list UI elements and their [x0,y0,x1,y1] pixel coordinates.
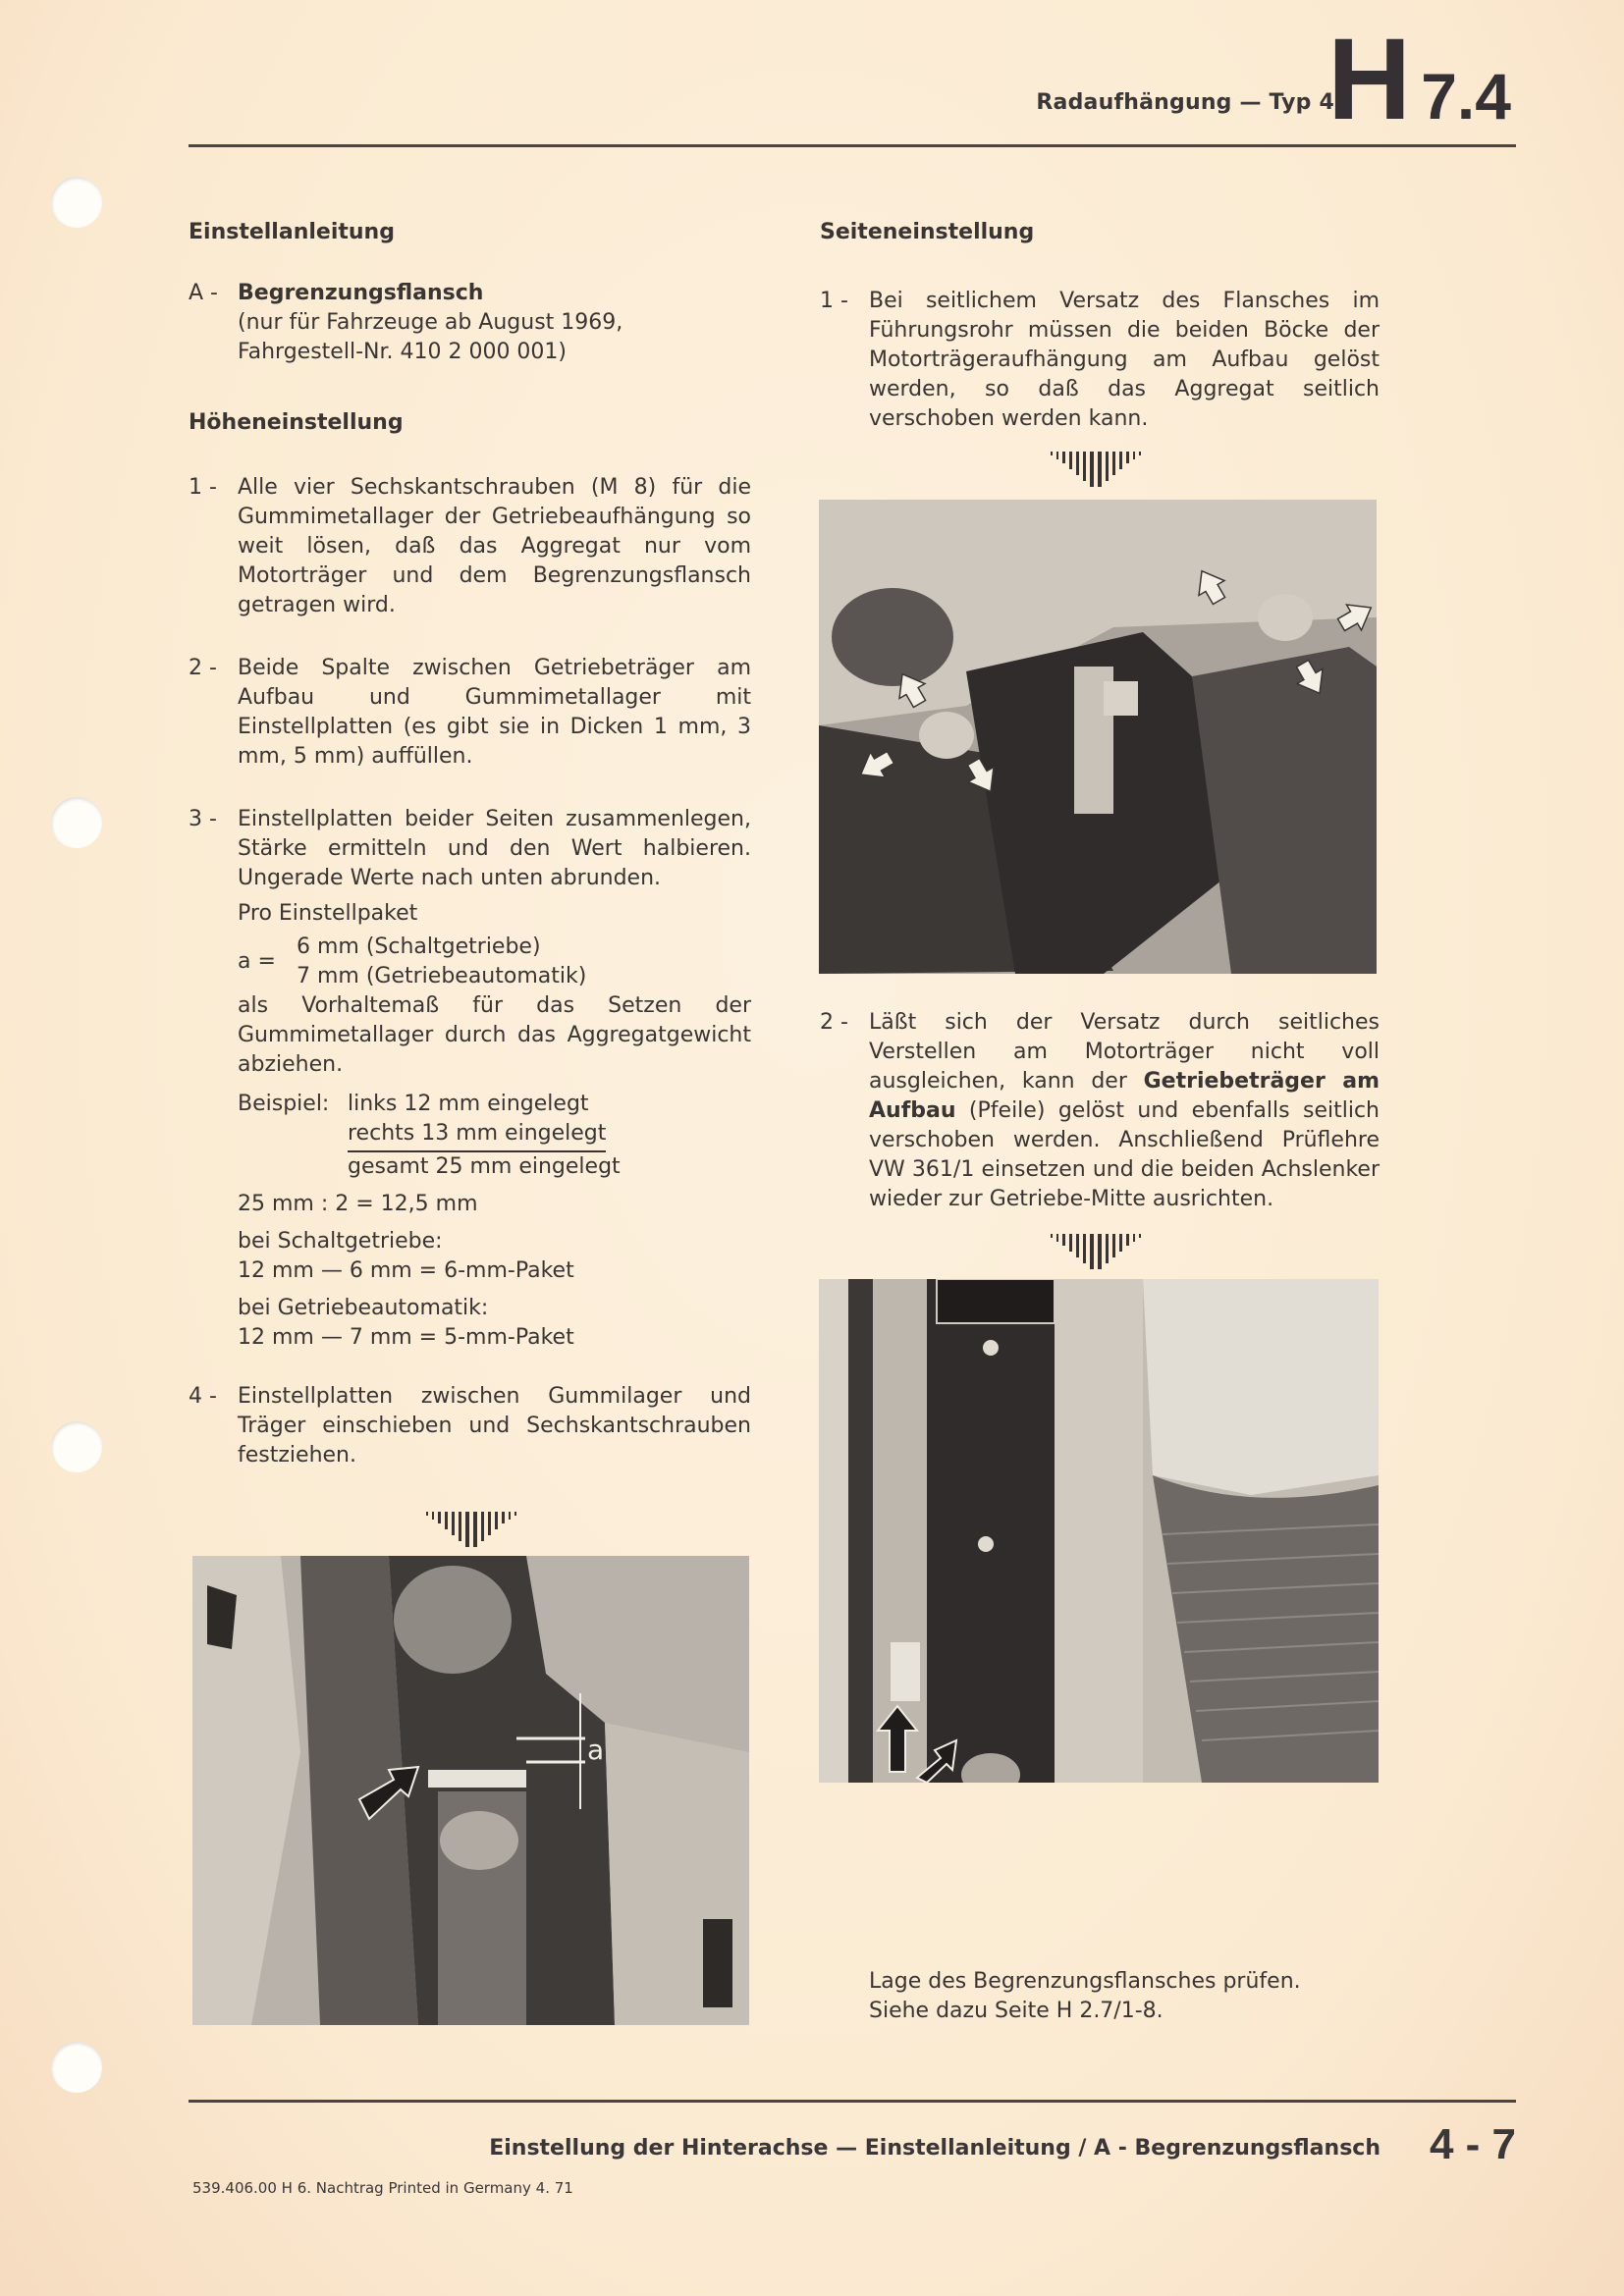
right-step-2 [820,1008,1380,1214]
step-text-bold: Getriebeträger am Aufbau [869,1069,1380,1123]
section-code [1327,15,1511,144]
step-number: 3 - [189,807,217,831]
step-item [189,1382,751,1470]
punch-hole [51,1421,102,1472]
section-a [189,279,751,367]
section-a-prefix: A - [189,281,218,305]
step-text: Einstellplatten beider Seiten zusammenlegen, Stärke ermitteln und den Wert halbieren. Ungerade Werte nach unten abrunden. [238,807,751,890]
step-item [820,1008,1380,1214]
punch-hole [51,797,102,848]
subheading-hoehe: Höheneinstellung [189,410,404,435]
beispiel-label: Beispiel: [238,1092,330,1116]
step-text: Alle vier Sechskantschrauben (M 8) für die Gummimetallager der Getriebeaufhängung so weit lösen, daß das Aggregat nur vom Motorträger und dem Begrenzungsflansch getragen wird. [238,475,751,617]
pointer-mark-icon [1045,450,1148,495]
photo-caption [869,1967,1301,2026]
section-a-note-2: Fahrgestell-Nr. 410 2 000 001) [238,340,568,364]
header-rule [189,144,1516,147]
print-info: 539.406.00 H 6. Nachtrag Printed in Germany 4. 71 [192,2179,573,2197]
footer-rule [189,2100,1516,2103]
photo-engine-carrier-mount [819,500,1377,974]
pointer-mark-icon [420,1510,523,1555]
a-label: a = [238,949,276,974]
schalt-label: bei Schaltgetriebe: [238,1229,443,1254]
page-number: 4 - 7 [1429,2120,1516,2168]
step-text-part: (Pfeile) gelöst und ebenfalls seitlich verschoben werden. Anschließend Prüflehre VW 361/1 einsetzen und die beiden Achslenker wieder zur Getriebe-Mitte ausrichten. [869,1098,1380,1211]
step-text: Einstellplatten zwischen Gummilager und Träger einschieben und Sechskantschrauben festziehen. [238,1384,751,1468]
beispiel-rechts: rechts 13 mm eingelegt [348,1119,606,1152]
step-number: 1 - [189,475,217,500]
section-code-letter: H [1327,15,1412,144]
step-item [189,654,751,772]
beispiel-links: links 12 mm eingelegt [348,1092,589,1116]
section-code-number: 7.4 [1421,60,1511,133]
footer-title: Einstellung der Hinterachse — Einstellanleitung / A - Begrenzungsflansch [489,2136,1380,2161]
step-number: 4 - [189,1384,217,1409]
auto-calc: 12 mm — 7 mm = 5-mm-Paket [238,1325,574,1350]
left-column [189,218,751,1470]
step-text: Bei seitlichem Versatz des Flansches im Führungsrohr müssen die beiden Böcke der Motorträgeraufhängung am Aufbau gelöst werden, so daß das Aggregat seitlich verschoben werden kann. [869,289,1380,431]
step-number: 1 - [820,289,848,313]
pro-einstellpaket: Pro Einstellpaket [238,901,418,926]
step-text: Beide Spalte zwischen Getriebeträger am Aufbau und Gummimetallager mit Einstellplatten (es gibt sie in Dicken 1 mm, 3 mm, 5 mm) auffüllen. [238,656,751,769]
section-heading: Einstellanleitung [189,220,395,244]
vorhalte-text: als Vorhaltemaß für das Setzen der Gummimetallager durch das Aggregatgewicht abziehen. [238,993,751,1077]
beispiel-gesamt: gesamt 25 mm eingelegt [348,1154,621,1179]
step-item [189,473,751,620]
auto-label: bei Getriebeautomatik: [238,1296,489,1320]
section-a-title: Begrenzungsflansch [238,281,484,305]
schalt-calc: 12 mm — 6 mm = 6-mm-Paket [238,1258,574,1283]
photo-label-a: a [587,1734,605,1766]
step-item [189,805,751,893]
pointer-mark-icon [1045,1232,1148,1277]
step-number: 2 - [820,1010,848,1035]
section-a-note-1: (nur für Fahrzeuge ab August 1969, [238,310,623,335]
a-value-schalt: 6 mm (Schaltgetriebe) [297,934,541,959]
right-column [820,218,1380,434]
step-number: 2 - [189,656,217,680]
a-value-auto: 7 mm (Getriebeautomatik) [297,964,587,988]
photo-transmission-carrier [819,1279,1379,1783]
step-item [820,287,1380,434]
photo-gap-measurement [192,1556,749,2025]
step-text [869,1008,1380,1214]
punch-hole [51,177,102,228]
step-text-part: Läßt sich der Versatz durch seitliches Verstellen am Motorträger nicht voll ausgleichen, kann der [869,1010,1380,1094]
caption-line-1: Lage des Begrenzungsflansches prüfen. [869,1969,1301,1994]
caption-line-2: Siehe dazu Seite H 2.7/1-8. [869,1999,1164,2023]
punch-hole [51,2042,102,2093]
division-calc: 25 mm : 2 = 12,5 mm [238,1192,478,1216]
step3-detail [238,899,751,1353]
header-subtitle: Radaufhängung — Typ 4 [1036,90,1334,115]
section-heading-seite: Seiteneinstellung [820,220,1035,244]
